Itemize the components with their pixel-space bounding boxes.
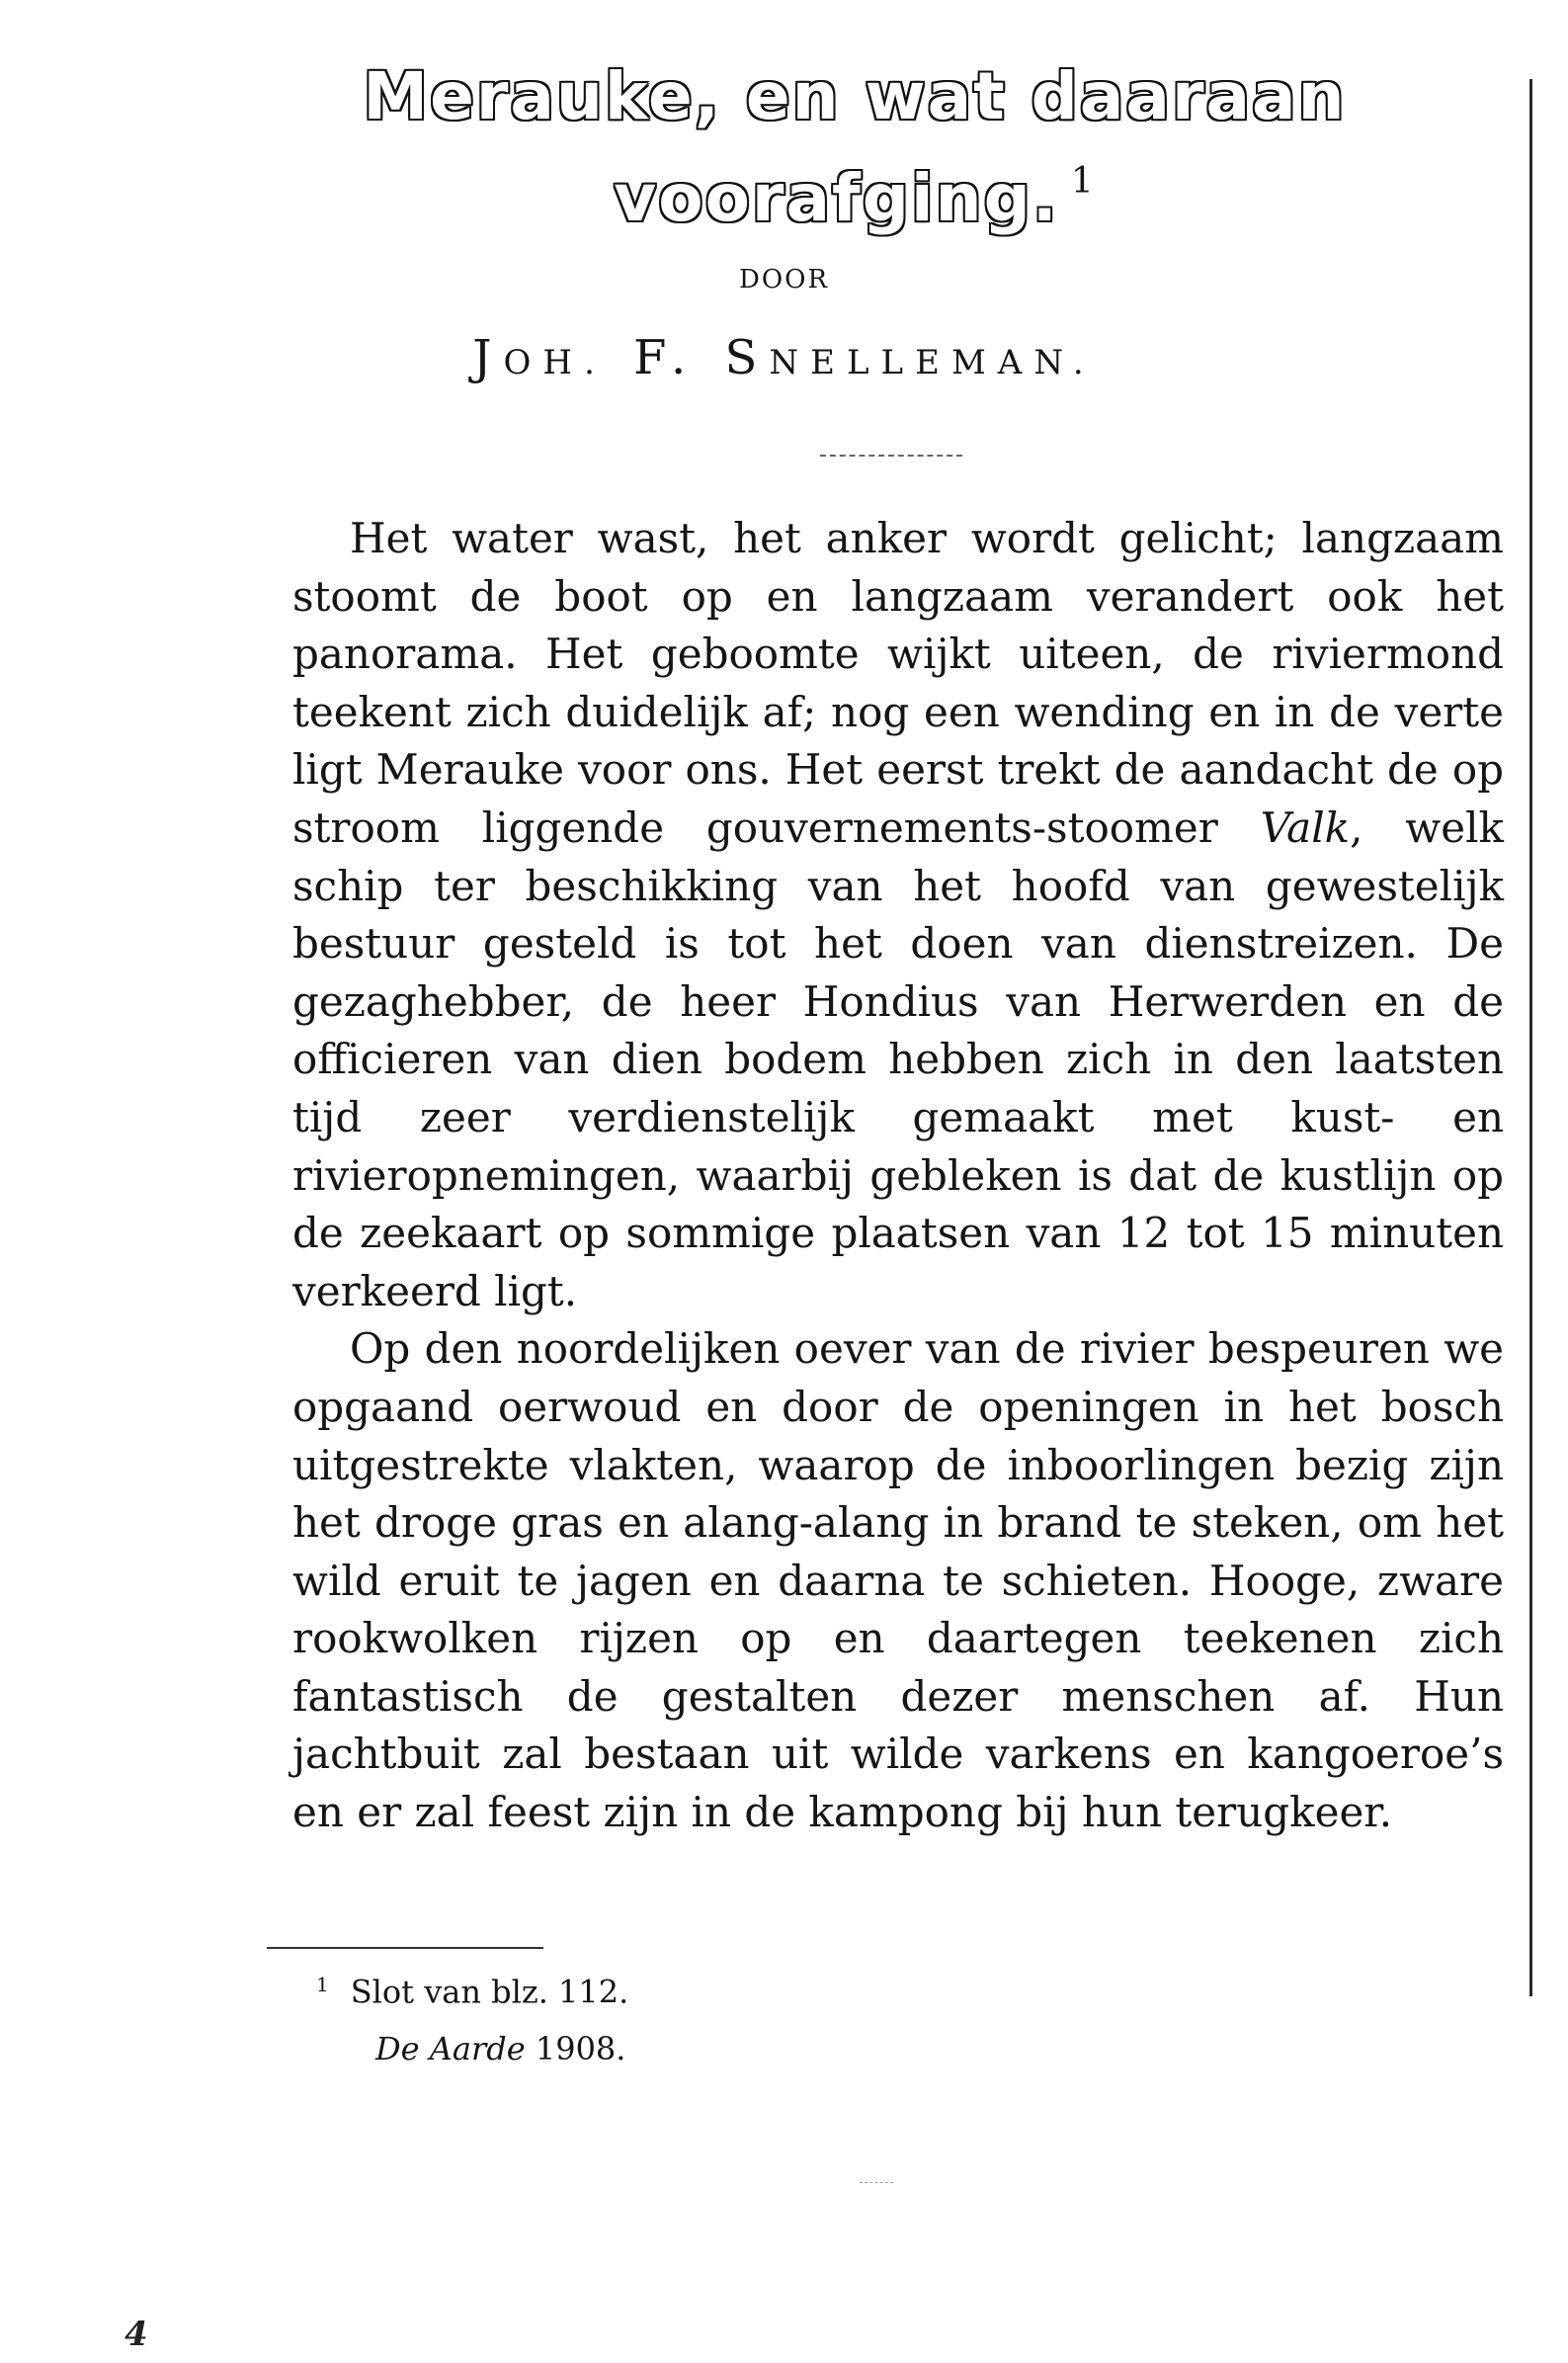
author-rest-1: OH. xyxy=(503,343,607,382)
footnote-rule xyxy=(267,1947,543,1949)
title-line-2-text: voorafging. xyxy=(614,160,1059,236)
journal-signature xyxy=(375,2030,625,2068)
paragraph-1-part-2: , welk schip ter beschikking van het hoofd van gewestelijk bestuur gesteld is tot het doen van dienstreizen. De gezaghebber, de heer Hondius van Herwerden en de officieren van dien bodem hebben zich in den laatsten tijd zeer verdienstelijk gemaakt met kust- en rivieropnemingen, waarbij gebleken is dat de kustlijn op de zeekaart op sommige plaatsen van 12 tot 15 minuten verkeerd ligt. xyxy=(292,802,1504,1315)
paragraph-1 xyxy=(292,510,1504,1320)
footnote xyxy=(316,1973,628,2011)
footnote-marker: 1 xyxy=(316,1973,329,1996)
paragraph-1-part-1: Het water wast, het anker wordt gelicht; langzaam stoomt de boot op en langzaam verandert ook het panorama. Het geboomte wijkt uiteen, de riviermond teekent zich duidelijk af; nog een wending en in de verte ligt Merauke voor ons. Het eerst trekt de aandacht de op stroom liggende gouvernements-stoomer xyxy=(292,514,1504,852)
author-initial-3: S xyxy=(724,330,770,385)
ship-name: Valk xyxy=(1260,802,1351,852)
ink-speck xyxy=(860,2182,893,2183)
title-line-1: Merauke, en wat daaraan xyxy=(363,58,1347,134)
paragraph-2: Op den noordelijken oever van de rivier bespeuren we opgaand oerwoud en door de openingen in het bosch uitgestrekte vlakten, waarop de inboorlingen bezig zijn het droge gras en alang-alang in brand te steken, om het wild eruit te jagen en daarna te schieten. Hooge, zware rookwolken rijzen op en daartegen teekenen zich fantastisch de gestalten dezer menschen af. Hun jachtbuit zal bestaan uit wilde varkens en kangoeroe’s en er zal feest zijn in de kampong bij hun terugkeer. xyxy=(292,1324,1504,1837)
author-name xyxy=(0,330,1568,385)
title-line-2 xyxy=(296,139,1413,241)
footnote-text: Slot van blz. 112. xyxy=(350,1973,629,2011)
byline-label: DOOR xyxy=(738,265,830,295)
journal-year: 1908. xyxy=(535,2030,626,2068)
article-body xyxy=(292,510,1504,1842)
corner-mark: 4 xyxy=(124,2315,148,2354)
article-title xyxy=(296,54,1413,241)
title-footnote-marker: 1 xyxy=(1070,161,1096,202)
author-initial-1: J xyxy=(472,330,504,385)
section-separator xyxy=(820,455,962,457)
author-initial-2: F. xyxy=(633,330,699,385)
journal-name: De Aarde xyxy=(375,2030,526,2068)
author-rest-3: NELLEMAN. xyxy=(769,343,1096,382)
